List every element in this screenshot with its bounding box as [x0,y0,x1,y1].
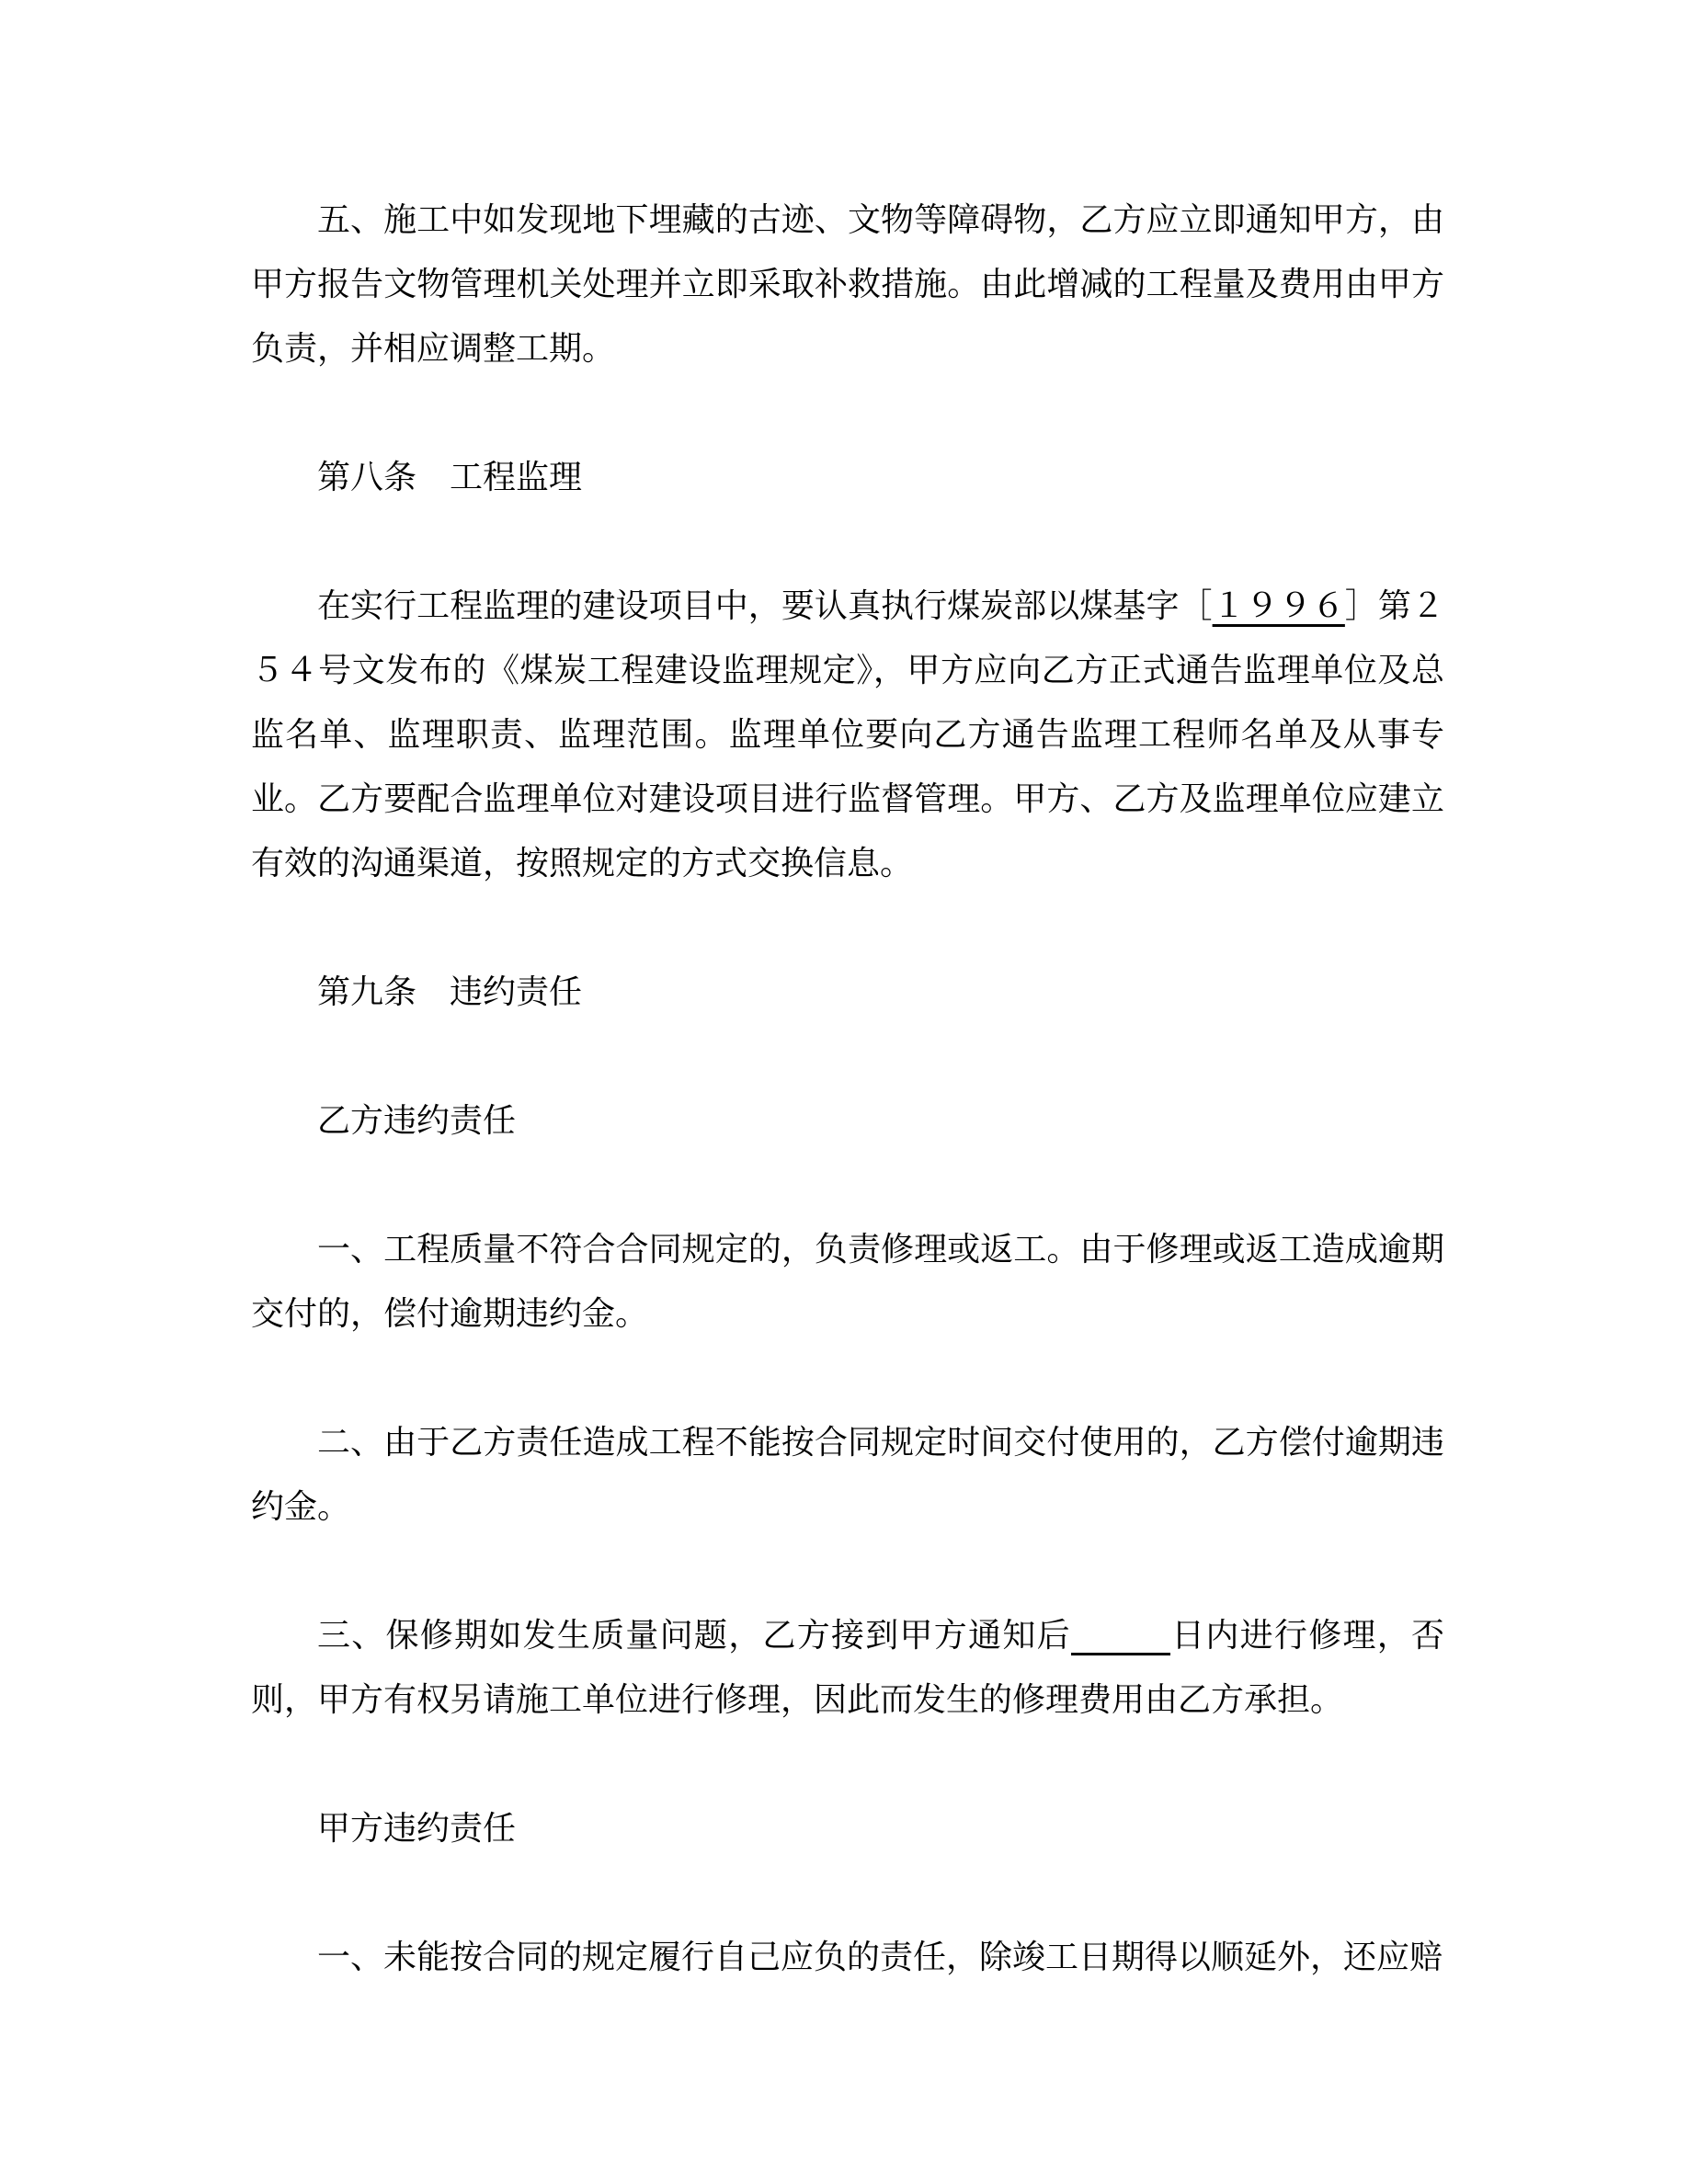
article-8-heading-text: 第八条 工程监理 [317,459,583,495]
article-9-heading [251,960,1444,1024]
party-b-liability-item-1 [251,1217,1444,1346]
article-8-body-text: 在实行工程监理的建设项目中，要认真执行煤炭部以煤基字［ [317,587,1213,624]
party-b-liability-item-3-text: 三、保修期如发生质量问题，乙方接到甲方通知后 [317,1617,1071,1654]
party-b-liability-heading [251,1088,1444,1153]
article-8-body-text: ］第２５４号文发布的《煤炭工程建设监理规定》，甲方应向乙方正式通告监理单位及总监名单、监理职责、监理范围。监理单位要向乙方通告监理工程师名单及从事专业。乙方要配合监理单位对建设项目进行监督管理。甲方、乙方及监理单位应建立有效的沟通渠道，按照规定的方式交换信息。 [251,587,1444,882]
article-9-heading-text: 第九条 违约责任 [317,973,583,1010]
party-a-liability-heading-text: 甲方违约责任 [317,1810,517,1847]
fill-in-blank [1071,1617,1170,1655]
article-8-heading [251,445,1444,509]
article-8-body-text: １９９６ [1212,587,1345,624]
party-b-liability-item-3 [251,1603,1444,1732]
party-a-liability-heading [251,1796,1444,1860]
party-b-liability-item-2 [251,1410,1444,1539]
party-a-liability-item-1-text: 一、未能按合同的规定履行自己应负的责任，除竣工日期得以顺延外，还应赔 [317,1939,1443,1975]
party-b-liability-item-3-text: 日内进行修理，否则，甲方有权另请施工单位进行修理，因此而发生的修理费用由乙方承担。 [251,1617,1444,1718]
party-b-liability-heading-text: 乙方违约责任 [317,1102,517,1139]
party-b-liability-item-1-text: 一、工程质量不符合合同规定的，负责修理或返工。由于修理或返工造成逾期交付的，偿付逾期违约金。 [251,1231,1444,1332]
clause-5-antiquities-text: 五、施工中如发现地下埋藏的古迹、文物等障碍物，乙方应立即通知甲方，由甲方报告文物管理机关处理并立即采取补救措施。由此增减的工程量及费用由甲方负责，并相应调整工期。 [251,201,1444,367]
clause-5-antiquities [251,188,1444,381]
party-a-liability-item-1 [251,1925,1444,1989]
party-b-liability-item-2-text: 二、由于乙方责任造成工程不能按合同规定时间交付使用的，乙方偿付逾期违约金。 [251,1424,1444,1525]
article-8-body [251,574,1444,895]
contract-text-block [251,188,1444,1989]
